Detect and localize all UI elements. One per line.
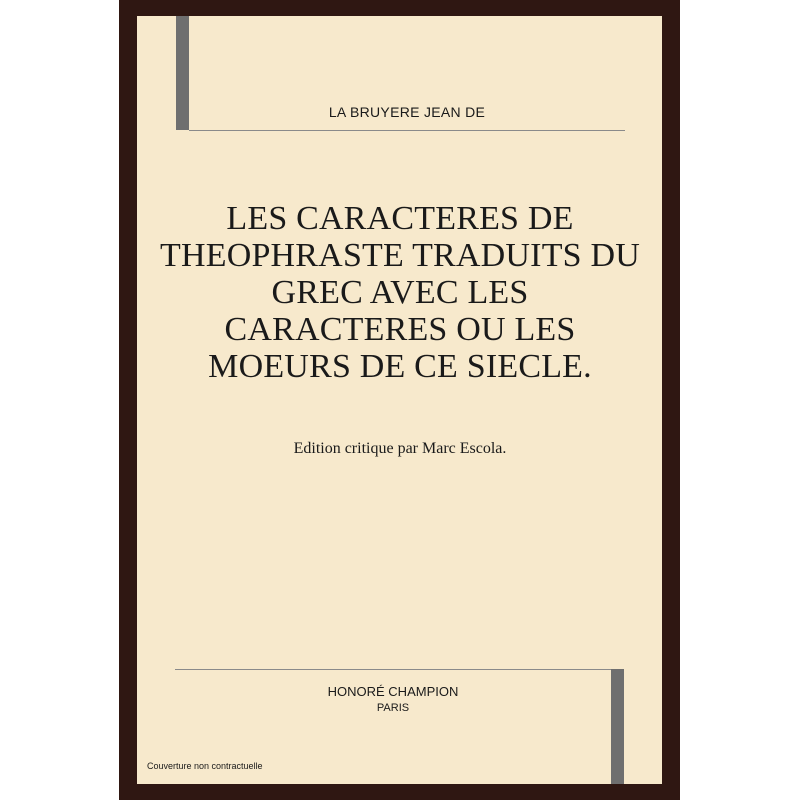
book-subtitle: Edition critique par Marc Escola. [293, 440, 507, 457]
decorative-bar-bottom [611, 669, 624, 784]
publisher-name: HONORÉ CHAMPION [327, 684, 459, 699]
cover-disclaimer: Couverture non contractuelle [147, 761, 263, 771]
divider-bottom [175, 669, 611, 670]
divider-top [189, 130, 625, 131]
publisher-city: PARIS [376, 702, 410, 714]
author-name: LA BRUYERE JEAN DE [328, 104, 486, 120]
book-title: LES CARACTERES DE THEOPHRASTE TRADUITS DU GREC AVEC LES CARACTERES OU LES MOEURS DE CE SIECLE. [160, 200, 640, 385]
decorative-bar-top [176, 16, 189, 130]
